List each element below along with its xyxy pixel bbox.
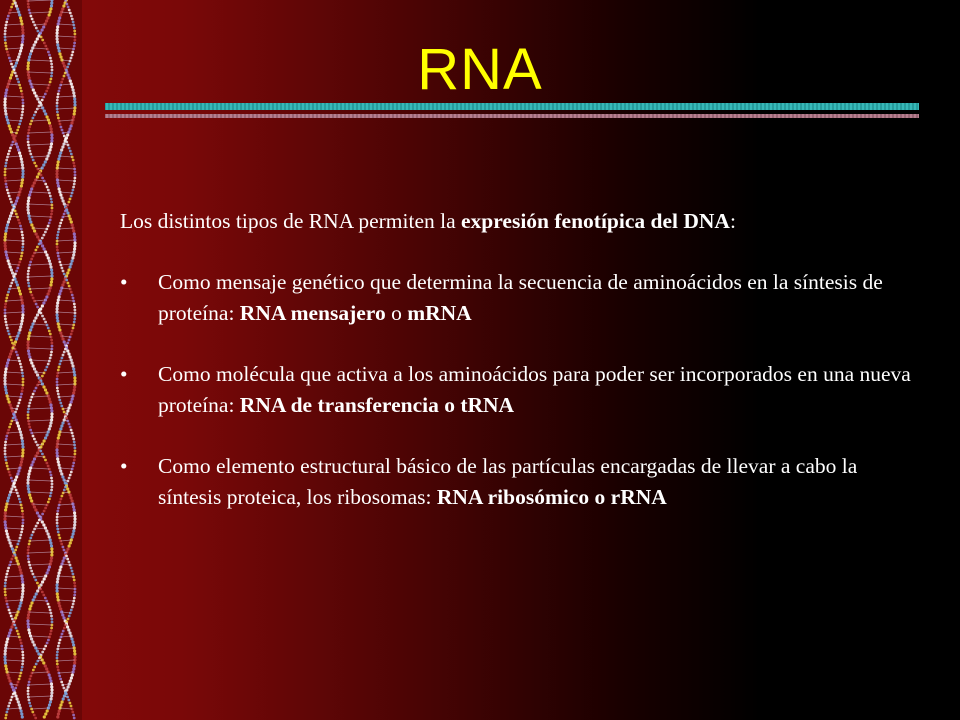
bullet-bold-2: mRNA <box>407 301 472 325</box>
bullet-dot-icon: • <box>120 270 128 294</box>
bullet-item-mrna <box>120 267 920 329</box>
intro-paragraph <box>120 206 920 237</box>
slide-title: RNA <box>417 37 543 102</box>
bullet-bold: RNA ribosómico o rRNA <box>436 485 667 509</box>
bullet-connector: o <box>385 301 408 325</box>
bullet-text: Como molécula que activa a los aminoácidos para poder ser incorporados en una nueva proteína: <box>158 362 911 417</box>
title-underline-teal <box>105 103 919 110</box>
bullet-text: Como mensaje genético que determina la secuencia de aminoácidos en la síntesis de proteína: <box>158 270 883 325</box>
bullet-text: Como elemento estructural básico de las partículas encargadas de llevar a cabo la síntesis proteica, los ribosomas: <box>158 454 858 509</box>
bullet-dot-icon: • <box>120 362 128 386</box>
bullet-bold: RNA de transferencia o tRNA <box>239 393 515 417</box>
bullet-list <box>120 267 920 513</box>
bullet-item-rrna <box>120 451 920 513</box>
bullet-dot-icon: • <box>120 454 128 478</box>
dna-helix-pattern-icon <box>0 0 82 720</box>
intro-colon: : <box>729 209 736 233</box>
bullet-bold: RNA mensajero <box>239 301 386 325</box>
slide-body <box>120 206 920 543</box>
intro-text: Los distintos tipos de RNA permiten la <box>120 209 461 233</box>
intro-bold: expresión fenotípica del DNA <box>461 209 730 233</box>
title-underline-mauve <box>105 114 919 118</box>
bullet-item-trna <box>120 359 920 421</box>
dna-helix-svg <box>0 0 82 720</box>
